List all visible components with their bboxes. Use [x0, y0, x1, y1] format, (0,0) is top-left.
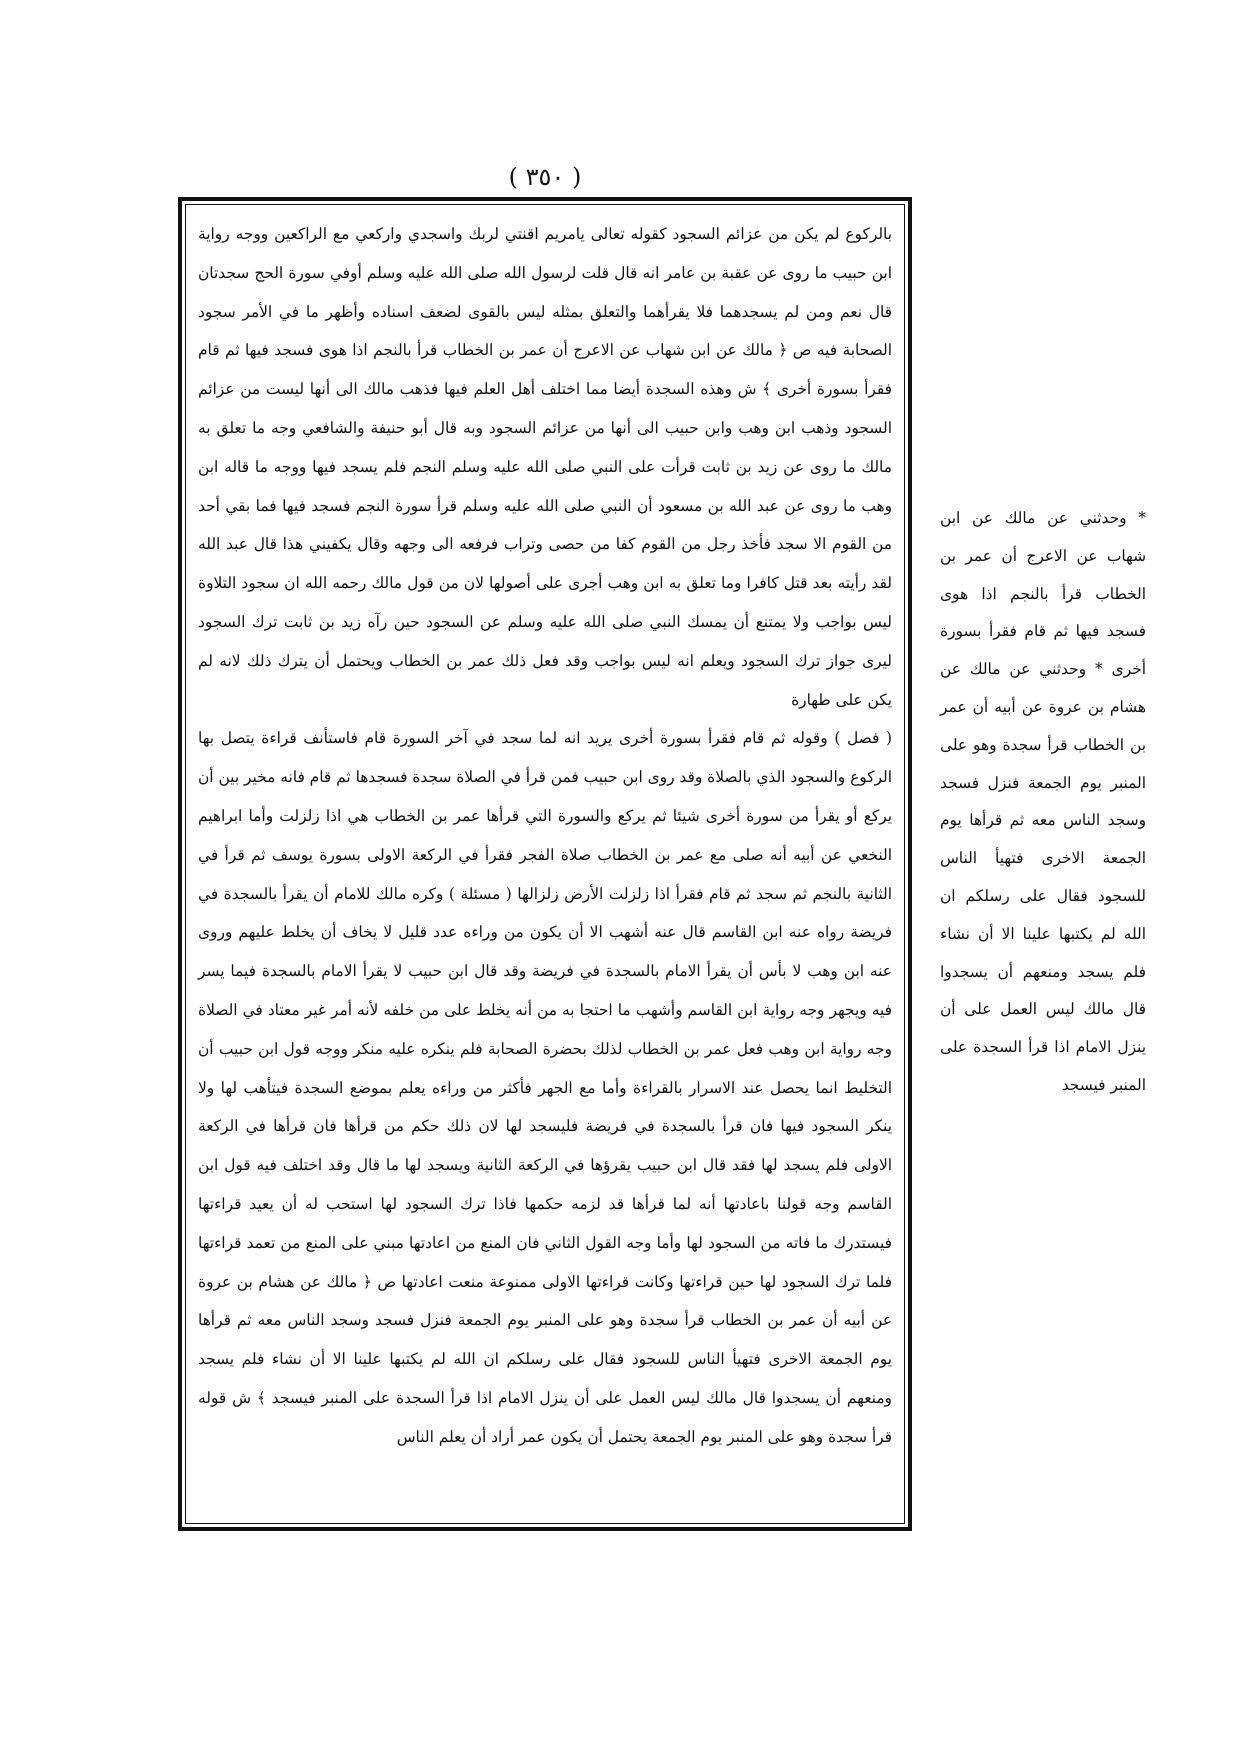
commentary-paragraph-1: بالركوع لم يكن من عزائم السجود كقوله تعالى يامريم اقنتي لربك واسجدي واركعي مع الراكعين ووجه رواية ابن حبيب ما روى عن عقبة بن عامر انه قال قلت لرسول الله صلى الله عليه وسلم أوفي سورة الحج سجدتان قال نعم ومن لم يسجدهما فلا يقرأهما والتعلق بمثله ليس بالقوى لضعف اسناده وأظهر ما في الأمر سجود الصحابة فيه ص ﴿ مالك عن ابن شهاب عن الاعرج أن عمر بن الخطاب قرأ بالنجم اذا هوى فسجد فيها ثم قام فقرأ بسورة أخرى ﴾ ش وهذه السجدة أيضا مما اختلف أهل العلم فيها فذهب مالك الى أنها ليست من عزائم السجود وذهب ابن وهب وابن حبيب الى أنها من عزائم السجود وبه قال أبو حنيفة والشافعي وجه ما تعلق به مالك ما روى عن زيد بن ثابت قرأت على النبي صلى الله عليه وسلم النجم فلم يسجد فيها ووجه ما قاله ابن وهب ما روى عن عبد الله بن مسعود أن النبي صلى الله عليه وسلم قرأ سورة النجم فسجد فيها فما بقي أحد من القوم الا سجد فأخذ رجل من القوم كفا من حصى وتراب فرفعه الى وجهه وقال يكفيني هذا قال عبد الله لقد رأيته بعد قتل كافرا وما تعلق به ابن وهب أجرى على أصولها لان من قول مالك رحمه الله ان سجود التلاوة ليس بواجب ولا يمتنع أن يمسك النبي صلى الله عليه وسلم عن السجود حين رآه زيد بن ثابت ترك السجود ليرى جواز ترك السجود ويعلم انه ليس بواجب وقد فعل ذلك عمر بن الخطاب ويحتمل أن يترك ذلك لانه لم يكن على طهارة	[198, 225, 892, 709]
margin-hadith-paragraph: * وحدثني عن مالك عن ابن شهاب عن الاعرج أن عمر بن الخطاب قرأ بالنجم اذا هوى فسجد فيها ثم قام فقرأ بسورة أخرى * وحدثني عن مالك عن هشام بن عروة عن أبيه أن عمر بن الخطاب قرأ سجدة وهو على المنبر يوم الجمعة فنزل فسجد وسجد الناس معه ثم قرأها يوم الجمعة الاخرى فتهيأ الناس للسجود فقال على رسلكم ان الله لم يكتبها علينا الا أن نشاء فلم يسجد ومنعهم أن يسجدوا قال مالك ليس العمل على أن ينزل الامام اذا قرأ السجدة على المنبر فيسجد	[940, 509, 1146, 1094]
commentary-paragraph-2: ( فصل ) وقوله ثم قام فقرأ بسورة أخرى يريد انه لما سجد في آخر السورة قام فاستأنف قراءة يتصل بها الركوع والسجود الذي بالصلاة وقد روى ابن حبيب فمن قرأ في الصلاة سجدة فسجدها ثم قام فانه مخير بين أن يركع أو يقرأ من سورة أخرى شيئا ثم يركع والسورة التي قرأها عمر بن الخطاب هي اذا زلزلت وأما ابراهيم النخعي عن أبيه أنه صلى مع عمر بن الخطاب صلاة الفجر فقرأ في الركعة الاولى بسورة يوسف ثم قرأ في الثانية بالنجم ثم سجد ثم قام فقرأ اذا زلزلت الأرض زلزالها ( مسئلة ) وكره مالك للامام أن يقرأ بالسجدة في فريضة رواه عنه ابن القاسم قال عنه أشهب الا أن يكون من وراءه عدد قليل لا يخاف أن يخلط عليهم وروى عنه ابن وهب لا بأس أن يقرأ الامام بالسجدة في فريضة وقد قال ابن حبيب لا يقرأ الامام بالسجدة فيما يسر فيه ويجهر وجه رواية ابن القاسم وأشهب ما احتجا به من أنه يخلط على من خلفه لأنه أمر غير معتاد في الصلاة وجه رواية ابن وهب فعل عمر بن الخطاب لذلك بحضرة الصحابة فلم ينكره عليه منكر ووجه قول ابن حبيب أن التخليط انما يحصل عند الاسرار بالقراءة وأما مع الجهر فأكثر من وراءه يعلم بموضع السجدة فيتأهب لها ولا ينكر السجود فيها فان قرأ بالسجدة في فريضة فليسجد لها لان ذلك حكم من قرأها فان قرأها في الركعة الاولى فلم يسجد لها فقد قال ابن حبيب يقرؤها في الركعة الثانية ويسجد لها ما قال وقد اختلف فيه قول ابن القاسم وجه قولنا باعادتها أنه لما قرأها قد لزمه حكمها فاذا ترك السجود لها استحب له أن يعيد قراءتها فيستدرك ما فاته من السجود لها وأما وجه القول الثاني فان المنع من اعادتها مبني على المنع من تعمد قراءتها فلما ترك السجود لها حين قراءتها وكانت قراءتها الاولى ممنوعة منعت اعادتها ص ﴿ مالك عن هشام بن عروة عن أبيه أن عمر بن الخطاب قرأ سجدة وهو على المنبر يوم الجمعة فنزل فسجد وسجد الناس معه ثم قرأها يوم الجمعة الاخرى فتهيأ الناس للسجود فقال على رسلكم ان الله لم يكتبها علينا الا أن نشاء فلم يسجد ومنعهم أن يسجدوا قال مالك ليس العمل على أن ينزل الامام اذا قرأ السجدة على المنبر فيسجد ﴾ ش قوله قرأ سجدة وهو على المنبر يوم الجمعة يحتمل أن يكون عمر أراد أن يعلم الناس	[198, 729, 892, 1446]
margin-hadith-text	[940, 500, 1146, 1105]
page-number: ( ٣٥٠ )	[508, 163, 582, 191]
main-text-frame	[178, 197, 912, 1531]
main-commentary	[198, 215, 892, 1457]
